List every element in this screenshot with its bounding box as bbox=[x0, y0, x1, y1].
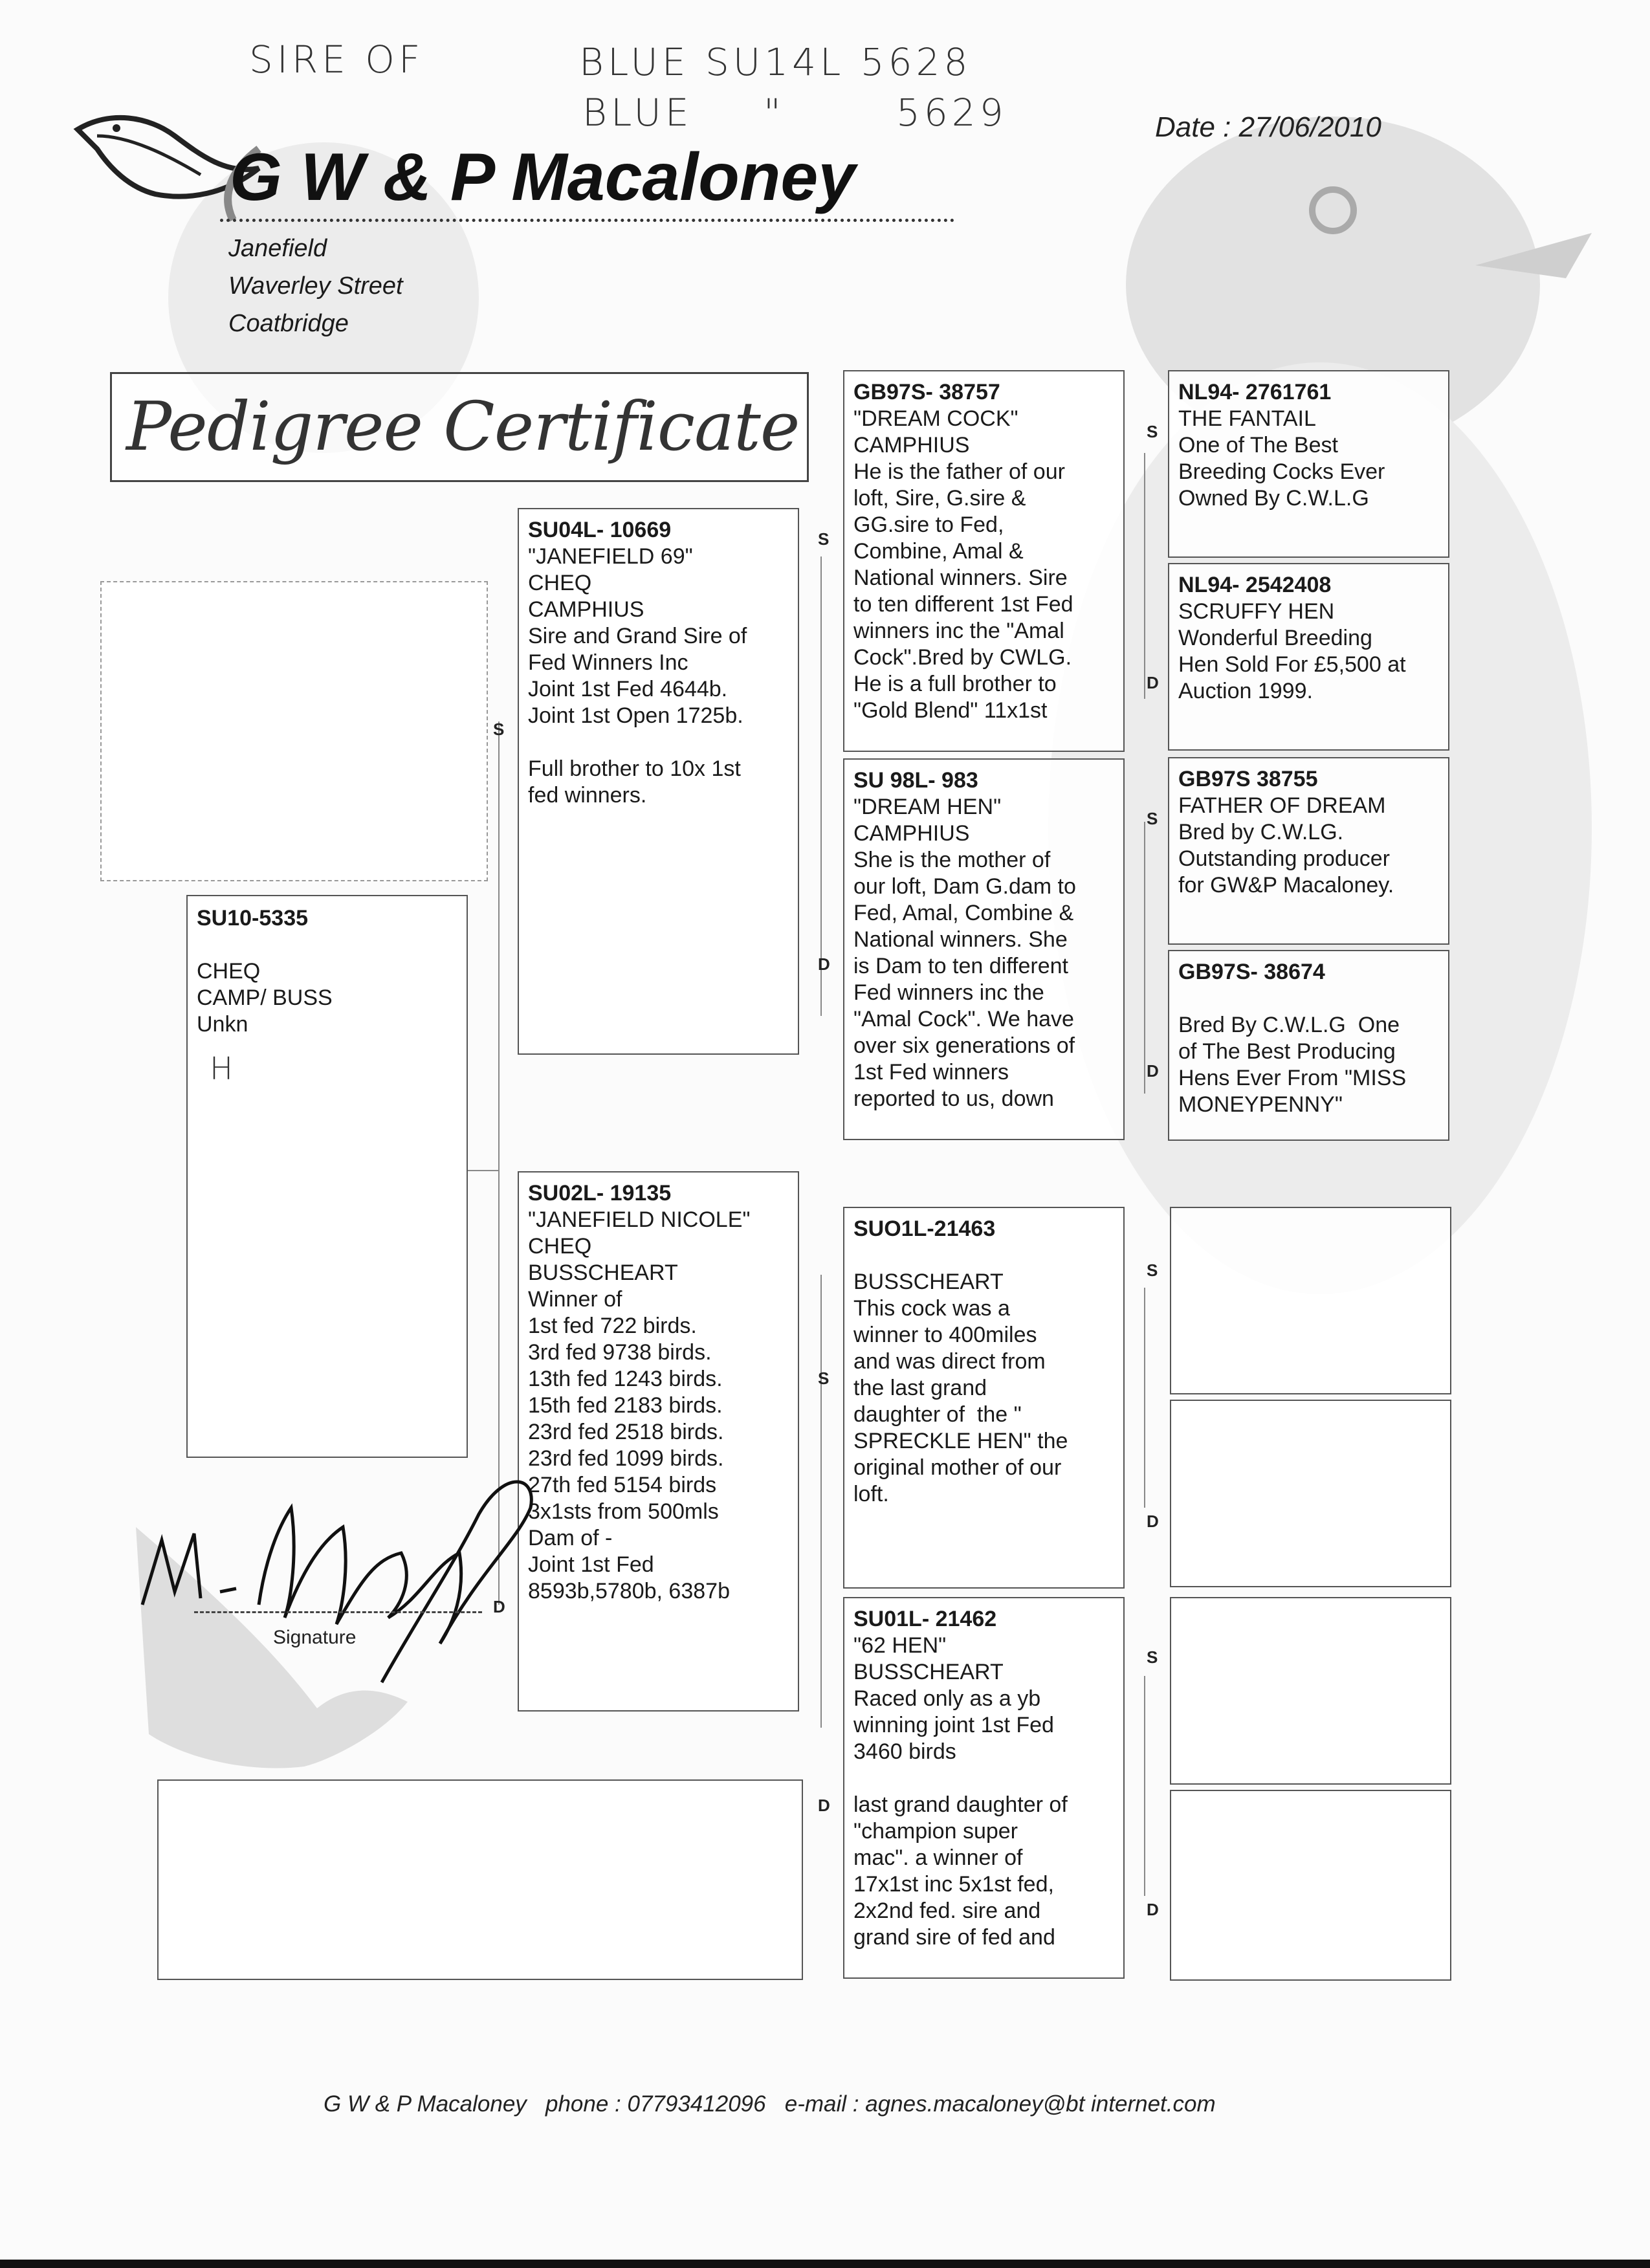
tree-line bbox=[1144, 822, 1145, 1094]
sire-sire-box bbox=[843, 370, 1125, 752]
sire-sire-line: National winners. Sire bbox=[853, 566, 1068, 590]
sire-sire-line: GG.sire to Fed, bbox=[853, 512, 1004, 537]
sire-ring-number: SU04L- 10669 bbox=[528, 518, 672, 542]
sds-line: FATHER OF DREAM bbox=[1178, 793, 1386, 818]
tree-line bbox=[1144, 1288, 1145, 1508]
handwritten-note-ring-5629: 5629 bbox=[896, 91, 1007, 135]
dam-line: 8593b,5780b, 6387b bbox=[528, 1579, 730, 1603]
notes-box bbox=[157, 1779, 803, 1980]
dam-dam-line: "62 HEN" bbox=[853, 1633, 947, 1658]
dam-line: Joint 1st Fed bbox=[528, 1552, 654, 1577]
dam-sire-box bbox=[843, 1207, 1125, 1589]
dam-sire-line: and was direct from bbox=[853, 1349, 1046, 1374]
handwritten-note-ring-5628: BLUE SU14L 5628 bbox=[579, 40, 972, 84]
dam-sire-line: BUSSCHEART bbox=[853, 1270, 1004, 1294]
dam-line: CHEQ bbox=[528, 1234, 592, 1259]
sss-box bbox=[1168, 370, 1449, 558]
dam-line: Dam of - bbox=[528, 1526, 613, 1550]
sire-sire-line: "DREAM COCK" bbox=[853, 406, 1018, 431]
sire-dam-line: 1st Fed winners bbox=[853, 1060, 1009, 1084]
sdd-line: Hens Ever From "MISS bbox=[1178, 1066, 1407, 1090]
bird-line bbox=[197, 932, 457, 958]
dam-line: "JANEFIELD NICOLE" bbox=[528, 1207, 751, 1232]
dss-box bbox=[1170, 1207, 1451, 1394]
sire-marker: S bbox=[493, 720, 505, 739]
sire-sire-line: "Gold Blend" 11x1st bbox=[853, 698, 1048, 723]
sire-line: Fed Winners Inc bbox=[528, 650, 688, 675]
dam-sire-line: original mother of our bbox=[853, 1455, 1062, 1480]
footer-contact: G W & P Macaloney phone : 07793412096 e-mail : agnes.macaloney@bt internet.com bbox=[324, 2091, 1216, 2117]
sire-sire-ring-number: GB97S- 38757 bbox=[853, 380, 1000, 404]
sire-dam-line: "DREAM HEN" bbox=[853, 795, 1002, 819]
handwritten-sex-mark: H bbox=[210, 1051, 237, 1087]
sire-sire-line: to ten different 1st Fed bbox=[853, 592, 1073, 617]
handwritten-note-ditto: " bbox=[764, 91, 785, 135]
dam-line: 15th fed 2183 birds. bbox=[528, 1393, 723, 1418]
sire-sire-line: winners inc the "Amal bbox=[853, 619, 1064, 643]
dam-dam-line: mac". a winner of bbox=[853, 1845, 1023, 1870]
certificate-title: Pedigree Certificate bbox=[126, 387, 800, 466]
address-line: Waverley Street bbox=[228, 272, 403, 300]
bird-ring-number: SU10-5335 bbox=[197, 906, 309, 930]
sss-ring-number: NL94- 2761761 bbox=[1178, 380, 1332, 404]
dam-dam-box bbox=[843, 1597, 1125, 1979]
sire-dam-line: National winners. She bbox=[853, 927, 1068, 952]
handwritten-note-blue: BLUE bbox=[582, 91, 693, 135]
sire-line: CHEQ bbox=[528, 571, 592, 595]
sds-line: Bred by C.W.LG. bbox=[1178, 820, 1344, 844]
sds-line: for GW&P Macaloney. bbox=[1178, 873, 1394, 897]
address-line: Coatbridge bbox=[228, 310, 349, 337]
tree-line bbox=[1144, 453, 1145, 699]
signature-label: Signature bbox=[273, 1627, 357, 1648]
sss-line: Owned By C.W.L.G bbox=[1178, 486, 1369, 511]
dam-sire-line: loft. bbox=[853, 1482, 889, 1506]
sire-sire-line: loft, Sire, G.sire & bbox=[853, 486, 1026, 511]
sire-line: fed winners. bbox=[528, 783, 647, 808]
sire-dam-line: Fed winners inc the bbox=[853, 980, 1044, 1005]
ssd-line: Auction 1999. bbox=[1178, 679, 1313, 703]
sdd-line bbox=[1178, 985, 1439, 1012]
dam-dam-ring-number: SU01L- 21462 bbox=[853, 1607, 997, 1631]
dam-ring-number: SU02L- 19135 bbox=[528, 1181, 672, 1206]
header-dotted-rule bbox=[220, 219, 954, 222]
tree-line bbox=[467, 1170, 500, 1171]
certificate-date: Date : 27/06/2010 bbox=[1155, 111, 1381, 143]
certificate-title-box bbox=[110, 372, 809, 482]
sire-dam-line: reported to us, down bbox=[853, 1086, 1054, 1111]
dam-dam-line: 17x1st inc 5x1st fed, bbox=[853, 1872, 1054, 1897]
sire-sire-line: He is a full brother to bbox=[853, 672, 1057, 696]
dam-line: 23rd fed 2518 birds. bbox=[528, 1420, 724, 1444]
sdd-ring-number: GB97S- 38674 bbox=[1178, 960, 1325, 984]
sdd-box bbox=[1168, 950, 1449, 1141]
dam-dam-line: 2x2nd fed. sire and bbox=[853, 1899, 1041, 1923]
dam-sire-line: This cock was a bbox=[853, 1296, 1010, 1321]
sire-line: Joint 1st Fed 4644b. bbox=[528, 677, 728, 701]
sire-marker: S bbox=[1147, 1647, 1158, 1667]
sire-dam-line: is Dam to ten different bbox=[853, 954, 1068, 978]
sire-line: Joint 1st Open 1725b. bbox=[528, 703, 743, 728]
dam-sire-line bbox=[853, 1242, 1114, 1269]
sire-line: CAMPHIUS bbox=[528, 597, 644, 622]
ddd-box bbox=[1170, 1790, 1451, 1981]
sire-marker: S bbox=[818, 529, 830, 549]
dam-marker: D bbox=[1147, 1061, 1159, 1081]
sire-dam-line: our loft, Dam G.dam to bbox=[853, 874, 1076, 899]
dam-line: BUSSCHEART bbox=[528, 1261, 678, 1285]
sss-line: Breeding Cocks Ever bbox=[1178, 459, 1385, 484]
ssd-line: SCRUFFY HEN bbox=[1178, 599, 1335, 624]
dam-dam-line: "champion super bbox=[853, 1819, 1018, 1844]
sire-dam-line: "Amal Cock". We have bbox=[853, 1007, 1074, 1031]
bird-strain: CAMP/ BUSS bbox=[197, 985, 333, 1010]
dam-line: 1st fed 722 birds. bbox=[528, 1314, 697, 1338]
dam-line: Winner of bbox=[528, 1287, 622, 1312]
sss-line: THE FANTAIL bbox=[1178, 406, 1316, 431]
tree-line bbox=[820, 1275, 822, 1728]
sire-dam-line: Fed, Amal, Combine & bbox=[853, 901, 1074, 925]
sss-line: One of The Best bbox=[1178, 433, 1338, 457]
sire-marker: S bbox=[1147, 809, 1158, 828]
sire-dam-ring-number: SU 98L- 983 bbox=[853, 768, 978, 793]
dam-marker: D bbox=[1147, 1900, 1159, 1919]
sire-dam-line: CAMPHIUS bbox=[853, 821, 970, 846]
dam-line: 27th fed 5154 birds bbox=[528, 1473, 717, 1497]
dam-sire-line: daughter of the " bbox=[853, 1402, 1022, 1427]
dam-sire-line: SPRECKLE HEN" the bbox=[853, 1429, 1068, 1453]
dam-line: 23rd fed 1099 birds. bbox=[528, 1446, 724, 1471]
dam-sire-ring-number: SUO1L-21463 bbox=[853, 1217, 996, 1241]
dam-dam-line: winning joint 1st Fed bbox=[853, 1713, 1054, 1737]
dds-box bbox=[1170, 1597, 1451, 1785]
dam-sire-line: the last grand bbox=[853, 1376, 987, 1400]
ssd-line: Hen Sold For £5,500 at bbox=[1178, 652, 1406, 677]
dam-line: 13th fed 1243 birds. bbox=[528, 1367, 723, 1391]
ssd-ring-number: NL94- 2542408 bbox=[1178, 573, 1332, 597]
dam-sire-line: winner to 400miles bbox=[853, 1323, 1037, 1347]
sdd-line: of The Best Producing bbox=[1178, 1039, 1396, 1064]
sire-sire-line: He is the father of our bbox=[853, 459, 1065, 484]
dam-dam-line: BUSSCHEART bbox=[853, 1660, 1004, 1684]
dam-box bbox=[518, 1171, 799, 1712]
sire-dam-line: over six generations of bbox=[853, 1033, 1075, 1058]
bird-sex: Unkn bbox=[197, 1012, 248, 1037]
photo-placeholder bbox=[100, 581, 488, 881]
sdd-line: Bred By C.W.L.G One bbox=[1178, 1013, 1400, 1037]
dam-marker: D bbox=[818, 954, 830, 974]
tree-line bbox=[1144, 1676, 1145, 1896]
sire-sire-line: CAMPHIUS bbox=[853, 433, 970, 457]
dam-marker: D bbox=[493, 1597, 505, 1616]
dam-line: 3rd fed 9738 birds. bbox=[528, 1340, 712, 1365]
sire-marker: S bbox=[1147, 422, 1158, 441]
dam-dam-line: Raced only as a yb bbox=[853, 1686, 1041, 1711]
company-address bbox=[228, 230, 403, 342]
bird-colour: CHEQ bbox=[197, 959, 261, 984]
handwritten-signature bbox=[129, 1411, 550, 1695]
sire-dam-box bbox=[843, 758, 1125, 1140]
dam-dam-line: 3460 birds bbox=[853, 1739, 956, 1764]
sire-box bbox=[518, 508, 799, 1055]
dam-marker: D bbox=[818, 1796, 830, 1815]
dam-dam-line: last grand daughter of bbox=[853, 1792, 1068, 1817]
signature-dotted-line bbox=[194, 1611, 482, 1613]
sire-dam-line: She is the mother of bbox=[853, 848, 1051, 872]
dam-marker: D bbox=[1147, 673, 1159, 692]
bird-box bbox=[186, 895, 468, 1458]
dam-marker: D bbox=[1147, 1512, 1159, 1531]
company-name: G W & P Macaloney bbox=[230, 140, 856, 215]
sds-ring-number: GB97S 38755 bbox=[1178, 767, 1318, 791]
sire-marker: S bbox=[818, 1369, 830, 1388]
sdd-line: MONEYPENNY" bbox=[1178, 1092, 1343, 1117]
sire-marker: S bbox=[1147, 1261, 1158, 1280]
sire-line: "JANEFIELD 69" bbox=[528, 544, 693, 569]
dam-dam-line: grand sire of fed and bbox=[853, 1925, 1055, 1950]
dam-line: 3x1sts from 500mls bbox=[528, 1499, 719, 1524]
sds-line: Outstanding producer bbox=[1178, 846, 1390, 871]
ssd-line: Wonderful Breeding bbox=[1178, 626, 1372, 650]
sds-box bbox=[1168, 757, 1449, 945]
sire-sire-line: Cock".Bred by CWLG. bbox=[853, 645, 1072, 670]
sire-line: Full brother to 10x 1st bbox=[528, 756, 741, 781]
handwritten-note-sire-of: SIRE OF bbox=[249, 38, 424, 82]
dam-dam-line bbox=[853, 1765, 1114, 1792]
sire-sire-line: Combine, Amal & bbox=[853, 539, 1024, 564]
dsd-box bbox=[1170, 1400, 1451, 1587]
tree-line bbox=[820, 556, 822, 1016]
ssd-box bbox=[1168, 563, 1449, 751]
bottom-scan-edge bbox=[0, 2260, 1650, 2268]
address-line: Janefield bbox=[228, 235, 327, 262]
sire-line: Sire and Grand Sire of bbox=[528, 624, 747, 648]
sire-line bbox=[528, 729, 789, 756]
